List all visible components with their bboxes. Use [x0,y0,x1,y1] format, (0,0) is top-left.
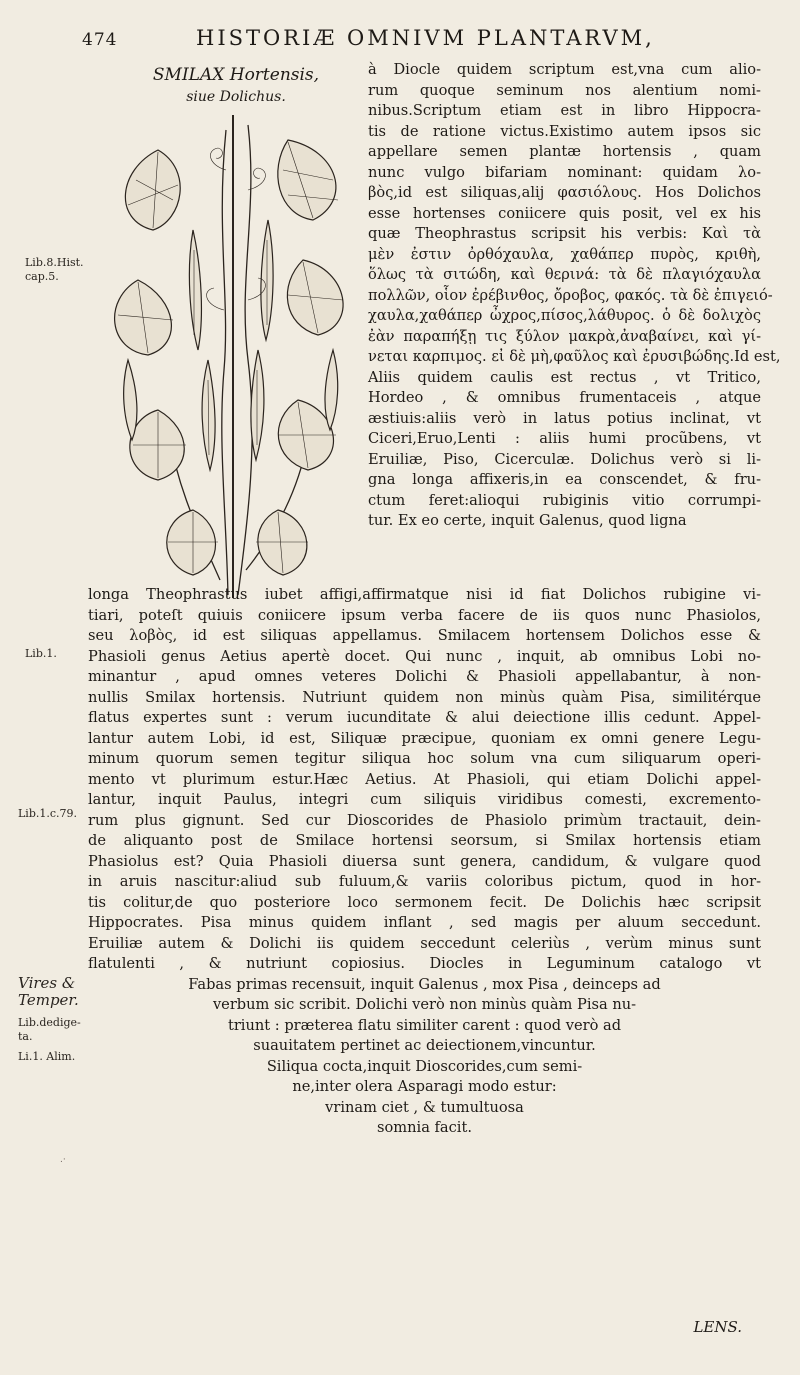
running-header [82,26,742,56]
full-width-line: rum plus gignunt. Sed cur Dioscorides de Phasiolo primùm tractauit, dein- [88,811,761,829]
full-width-line: suauitatem pertinet ac deiectionem,vincuntur. [253,1037,596,1054]
right-column-line: Ciceri,Eruo,Lenti : aliis humi procũbens, vt [368,430,761,447]
right-column-line: Aliis quidem caulis est rectus , vt Tritico, [368,368,761,386]
full-width-line: in aruis nascitur:aliud sub fuluum,& variis coloribus pictum, quod in hor- [88,873,761,890]
full-width-line: somnia facit. [377,1119,472,1136]
right-column-line: ctum feret:alioqui rubiginis vitio corrumpi- [368,491,761,509]
full-width-line: nullis Smilax hortensis. Nutriunt quidem non minùs quàm Pisa, similitérque [88,688,761,706]
right-column-line: nibus.Scriptum etiam est in libro Hippocra- [368,102,761,119]
figure-caption [116,64,356,108]
right-column-line: quæ Theophrastus scripsit his verbis: Καὶ τὰ [368,225,761,242]
full-width-line: mento vt plurimum estur.Hæc Aetius. At Phasioli, qui etiam Dolichi appel- [88,770,761,788]
plant-woodcut-illustration [98,110,363,600]
right-column-line: appellare semen plantæ hortensis , quam [368,143,761,160]
right-column-line: esse hortenses coniicere quis posit, vel ex his [368,204,761,222]
full-width-line: Phasiolus est? Quia Phasioli diuersa sunt genera, candidum, & vulgare quod [88,852,761,870]
full-width-line: Hippocrates. Pisa minus quidem inflant , sed magis per aluum seccedunt. [88,914,761,931]
ink-mark: .· [60,1155,66,1165]
right-column-line: tur. Ex eo certe, inquit Galenus, quod ligna [368,512,687,529]
full-width-line: lantur, inquit Paulus, integri cum siliquis viridibus comesti, excremento- [88,791,761,808]
right-column-line: tis de ratione victus.Existimo autem ipsos sic [368,122,761,140]
full-width-line: flatulenti , & nutriunt copiosius. Diocles in Leguminum catalogo vt [88,955,761,972]
full-width-line: minantur , apud omnes veteres Dolichi & Phasioli appellabantur, à non- [88,668,761,685]
right-column-line: πολλῶν, οἷον ἐρέβινθος, ὄροβος, φακός. τὰ δὲ ἐπιγειό- [368,286,773,304]
full-width-line: Phasioli genus Aetius apertè docet. Qui nunc , inquit, ab omnibus Lobi no- [88,647,761,665]
full-width-line: Siliqua cocta,inquit Dioscorides,cum semi- [266,1057,583,1075]
right-column-line: æstiuis:aliis verò in latus potius inclinat, vt [368,409,761,427]
figure-caption-subtitle: siue Dolichus. [186,89,286,105]
full-width-line: seu λοβὸς, id est siliquas appellamus. Smilacem hortensem Dolichos esse & [88,627,761,644]
margin-note-lib8-hist: Lib.8.Hist. cap.5. [25,256,84,283]
right-column-line: nunc vulgo bifariam nominant: quidam λο- [368,163,761,181]
full-width-line: verbum sic scribit. Dolichi verò non minùs quàm Pisa nu- [212,996,637,1013]
right-column-line: Hordeo , & omnibus frumentaceis , atque [368,389,761,406]
right-column-line: μὲν ἐστιν ὀρθόχαυλα, χαθάπερ πυρὸς, κριθὴ, [368,245,761,263]
full-width-line: Fabas primas recensuit, inquit Galenus , mox Pisa , deinceps ad [188,975,661,993]
page-number: 474 [82,30,118,50]
full-width-line: triunt : præterea flatu similiter carent : quod verò ad [227,1016,622,1034]
figure-caption-title: SMILAX Hortensis, [152,65,320,85]
full-width-line: minum quorum semen tegitur siliqua hoc solum vna cum siliquarum operi- [88,750,761,767]
catchword: LENS. [693,1318,742,1336]
full-width-line: longa Theophrastus iubet affigi,affirmatque nisi id fiat Dolichos rubigine vi- [88,586,761,603]
full-width-line: tiari, poteſt quiuis coniicere ipsum verba facere de iis quos nunc Phasiolos, [88,606,761,624]
right-column-line: νεται καρπιμος. εἰ δὲ μὴ,φαῦλος καὶ ἐρυσιβώδης.Id est, [368,348,781,365]
right-column-line: gna longa affixeris,in ea conscendet, & fru- [368,471,761,488]
right-column-line: Eruiliæ, Piso, Cicerculæ. Dolichus verò si li- [368,450,761,468]
full-width-line: vrinam ciet , & tumultuosa [325,1098,524,1116]
right-column-text [368,60,781,532]
full-width-line: ne,inter olera Asparagi modo estur: [292,1078,557,1095]
right-column-line: à Diocle quidem scriptum est,vna cum alio- [368,61,761,78]
full-width-line: tis colitur,de quo posteriore loco sermonem fecit. De Dolichis hæc scripsit [88,893,761,911]
right-column-line: rum quoque seminum nos alentium nomi- [368,81,761,99]
full-width-line: de aliquanto post de Smilace hortensi seorsum, si Smilax hortensis etiam [88,832,761,849]
right-column-line: ὅλως τὰ σιτώδη, καὶ θερινά: τὰ δὲ πλαγιόχαυλα [368,266,761,283]
full-width-line: lantur autem Lobi, id est, Siliquæ præcipue, quoniam ex omni genere Legu- [88,729,761,747]
right-column-line: ἐὰν παραπήξῃ τις ξύλον μακρὰ,ἀναβαίνει, καὶ γί- [368,327,761,345]
margin-note-lib-dedigeta: Lib.dedige- ta. [18,1016,81,1043]
right-column-line: χαυλα,χαθάπερ ὦχρος,πίσος,λάθυρος. ὁ δὲ δολιχὸς [368,307,761,324]
full-width-text [88,585,761,1139]
full-width-line: Eruiliæ autem & Dolichi iis quidem seccedunt celeriùs , verùm minus sunt [88,934,761,952]
margin-note-lib1-c79: Lib.1.c.79. [18,807,78,820]
margin-note-vires-temper: Vires & Temper. [18,974,79,1009]
margin-note-lib1: Lib.1. [25,647,57,660]
margin-note-li1-alim: Li.1. Alim. [18,1050,76,1063]
right-column-line: βὸς,id est siliquas,alij φασιόλους. Hos Dolichos [368,184,761,201]
full-width-line: flatus expertes sunt : verum iucunditate & alui deiectione illis cedunt. Appel- [88,709,761,726]
running-title: HISTORIÆ OMNIVM PLANTARVM, [196,26,655,50]
